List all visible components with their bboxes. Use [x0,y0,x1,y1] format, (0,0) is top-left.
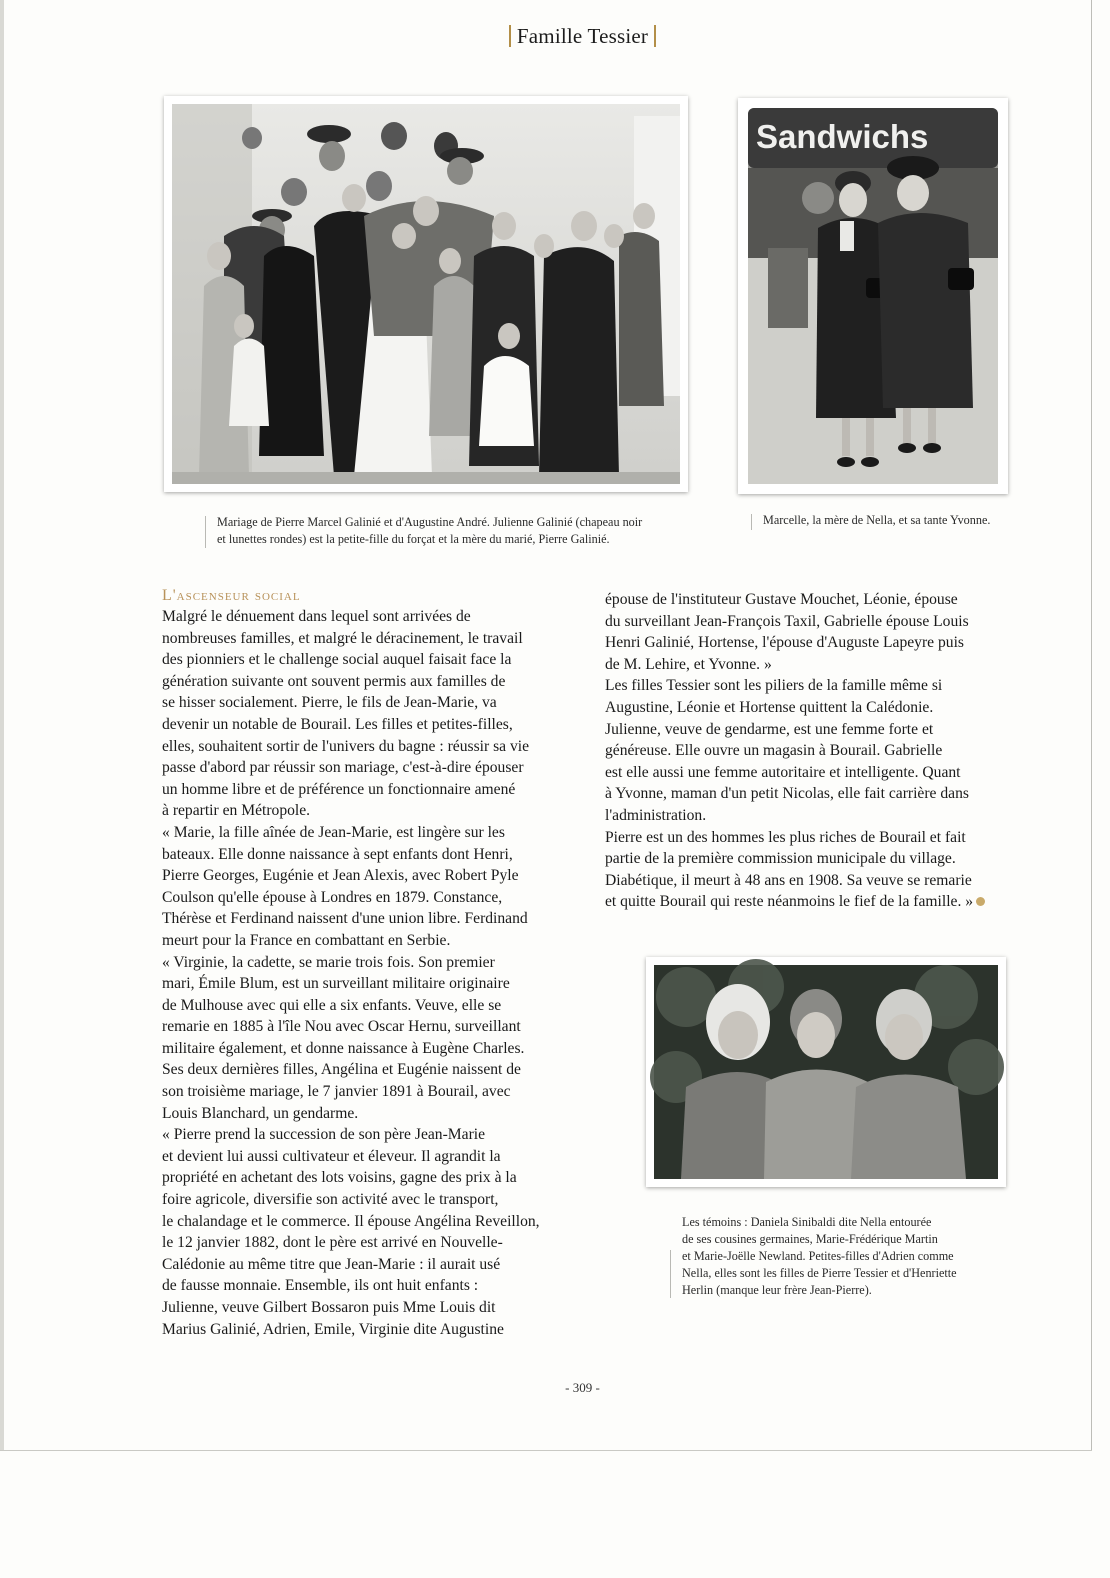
caption-line: et lunettes rondes) est la petite-fille du forçat et la mère du marié, Pierre Galinié. [217,532,610,546]
text-line: de Mulhouse avec qui elle a six enfants. Veuve, elle se [162,996,502,1014]
text-line: de fausse monnaie. Ensemble, ils ont huit enfants : [162,1277,479,1295]
text-line: « Pierre prend la succession de son père Jean-Marie [162,1126,486,1144]
end-of-article-dot [976,897,985,906]
text-line: nombreuses familles, et malgré le déracinement, le travail [162,629,523,647]
street-sign-text: Sandwichs [756,118,929,155]
text-line: Julienne, veuve de gendarme, est une femme forte et [605,720,934,738]
text-line: remarie en 1885 à l'île Nou avec Oscar Hernu, surveillant [162,1018,521,1036]
text-line: meurt pour la France en combattant en Serbie. [162,931,451,949]
text-line: et devient lui aussi cultivateur et éleveur. Il agrandit la [162,1147,501,1165]
text-line: épouse de l'instituteur Gustave Mouchet, Léonie, épouse [605,591,958,608]
text-line: « Virginie, la cadette, se marie trois fois. Son premier [162,953,495,971]
text-line: du surveillant Jean-François Taxil, Gabrielle épouse Louis [605,612,969,630]
caption-line: Nella, elles sont les filles de Pierre Tessier et d'Henriette [682,1266,957,1280]
page-edge-bottom [0,1450,1092,1451]
text-line: Calédonie au même titre que Jean-Marie : il aurait usé [162,1255,501,1273]
wedding-photo [164,96,688,492]
text-line: des pionniers et le challenge social auquel faisait face la [162,651,512,669]
text-line: « Marie, la fille aînée de Jean-Marie, est lingère sur les [162,823,505,841]
text-line: Malgré le dénuement dans lequel sont arrivées de [162,608,471,625]
running-head [0,24,1110,49]
caption-rule [751,514,752,530]
caption-line: Mariage de Pierre Marcel Galinié et d'Augustine André. Julienne Galinié (chapeau noir [217,515,643,529]
wedding-photo-caption [217,514,677,548]
text-line: le chalandage et le commerce. Il épouse Angélina Reveillon, [162,1212,540,1230]
text-line: à repartir en Métropole. [162,802,311,820]
text-line: se hisser socialement. Pierre, le fils de Jean-Marie, va [162,694,497,712]
text-line: Les filles Tessier sont les piliers de la famille même si [605,677,943,695]
caption-line: et Marie-Joëlle Newland. Petites-filles d'Adrien comme [682,1249,954,1263]
text-line: l'administration. [605,806,707,824]
caption-line: de ses cousines germaines, Marie-Frédérique Martin [682,1232,938,1246]
running-head-title: Famille Tessier [516,24,649,48]
right-column [605,589,1010,913]
text-line: devenir un notable de Bourail. Les filles et petites-filles, [162,715,513,733]
text-line: Julienne, veuve Gilbert Bossaron puis Mme Louis dit [162,1299,496,1316]
text-line: un homme libre et de préférence un fonctionnaire amené [162,780,516,798]
text-line: Henri Galinié, Hortense, l'épouse d'Auguste Lapeyre puis [605,634,964,652]
text-line: est elle aussi une femme autoritaire et intelligente. Quant [605,763,961,781]
page-number: - 309 - [565,1380,600,1395]
text-line: bateaux. Elle donne naissance à sept enfants dont Henri, [162,845,513,863]
running-head-bar-left [509,25,511,47]
text-line: foire agricole, diversifie son activité avec le transport, [162,1191,499,1209]
text-line: passe d'abord par réussir son mariage, c'est-à-dire épouser [162,759,524,777]
text-line: Ses deux dernières filles, Angélina et Eugénie naissent de [162,1061,521,1079]
street-photo-caption [763,512,1023,529]
witnesses-photo [646,957,1006,1187]
text-line: le 12 janvier 1882, dont le père est arrivé en Nouvelle- [162,1234,503,1252]
text-line: génération suivante ont souvent permis aux familles de [162,672,506,690]
text-line: à Yvonne, maman d'un petit Nicolas, elle fait carrière dans [605,785,969,803]
text-line: de M. Lehire, et Yvonne. » [605,655,772,673]
text-line: généreuse. Elle ouvre un magasin à Bourail. Gabrielle [605,742,943,760]
text-line: Coulson qu'elle épouse à Londres en 1879. Constance, [162,888,503,906]
text-line: mari, Émile Blum, est un surveillant militaire originaire [162,975,510,993]
text-line: militaire également, et donne naissance à Eugène Charles. [162,1039,525,1057]
text-line: propriété en achetant des lots voisins, gagne des prix à la [162,1169,517,1187]
section-title: L'ascenseur social [162,587,301,604]
wedding-photo-image [164,96,688,492]
page-edge-right [1091,0,1092,1450]
caption-line: Herlin (manque leur frère Jean-Pierre). [682,1283,872,1297]
caption-line: Les témoins : Daniela Sinibaldi dite Nella entourée [682,1215,932,1229]
caption-line: Marcelle, la mère de Nella, et sa tante Yvonne. [763,513,991,527]
text-line: elles, souhaitent sortir de l'univers du bagne : réussir sa vie [162,737,530,755]
text-line: Augustine, Léonie et Hortense quittent la Calédonie. [605,698,934,716]
text-line: partie de la première commission municipale du village. [605,850,956,868]
text-line: Pierre Georges, Eugénie et Jean Alexis, avec Robert Pyle [162,867,519,885]
text-line: Diabétique, il meurt à 48 ans en 1908. Sa veuve se remarie [605,871,972,889]
text-line: Marius Galinié, Adrien, Emile, Virginie dite Augustine [162,1320,504,1338]
caption-rule [670,1250,671,1298]
text-line: Louis Blanchard, un gendarme. [162,1104,359,1122]
text-line: Thérèse et Ferdinand naissent d'une union libre. Ferdinand [162,910,528,928]
witnesses-photo-caption [682,1214,1022,1299]
caption-rule [205,516,206,548]
running-head-bar-right [654,25,656,47]
left-column [162,606,564,1340]
text-line: et quitte Bourail qui reste néanmoins le fief de la famille. » [605,891,1010,913]
street-photo [738,98,1008,494]
text-line: son troisième mariage, le 7 janvier 1891 à Bourail, avec [162,1083,511,1101]
witnesses-photo-image [646,957,1006,1187]
page-edge-left [0,0,4,1450]
text-line: Pierre est un des hommes les plus riches de Bourail et fait [605,828,966,846]
street-photo-image [738,98,1008,494]
